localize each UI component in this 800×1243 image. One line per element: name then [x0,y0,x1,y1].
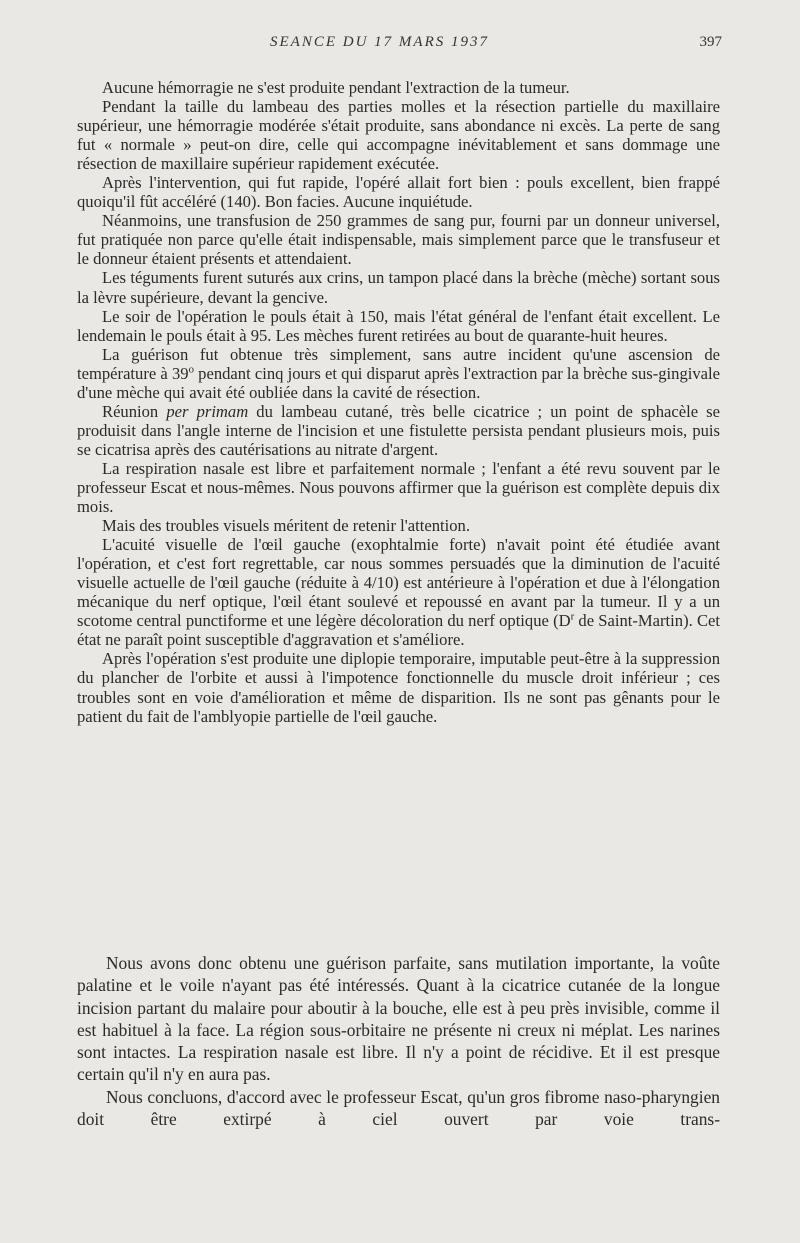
paragraph-sutures: Les téguments furent suturés aux crins, un tampon placé dans la brèche (mèche) sortant sous la lèvre supérieure, devant la gencive. [77,268,720,307]
paragraph-evening-pulse: Le soir de l'opération le pouls était à 150, mais l'état général de l'enfant était excellent. Le lendemain le pouls était à 95. Les mèches furent retirées au bout de quarante-huit heures. [77,306,720,345]
paragraph-after-intervention: Après l'intervention, qui fut rapide, l'opéré allait fort bien : pouls excellent, bien frappé quoiqu'il fût accéléré (140). Bon facies. Aucune inquiétude. [77,173,720,212]
paragraph-conclusion-result: Nous avons donc obtenu une guérison parfaite, sans mutilation importante, la voûte palatine et le voile n'ayant pas été intéressés. Quant à la cicatrice cutanée de la longue incision partant du malaire pour aboutir à la bouche, elle est à peu près invisible, comme il est habituel à la face. La région sous-orbitaire ne présente ni creux ni méplat. Les narines sont intactes. La respiration nasale est libre. Il n'y a point de récidive. Et il est presque certain qu'il n'y en aura pas. [77,953,720,1085]
reunion-text-end: du lambeau cutané, très belle cicatrice ; un point de sphacèle se produisit dans l'angle interne de l'incision et une fistulette persista pendant plusieurs mois, puis se cicatrisa après des cautérisations au nitrate d'argent. [77,401,720,459]
degree-mark: o [188,363,194,376]
healing-text-start: La guérison fut obtenue très simplement, sans autre incident qu'une ascension de température à 39 [77,344,720,383]
paragraph-diplopia: Après l'opération s'est produite une diplopie temporaire, imputable peut-être à la suppression du plancher de l'orbite et aussi à l'impotence fonctionnelle du muscle droit inférieur ; ces troubles sont en voie d'amélioration et même de disparition. Ils ne sont pas gênants pour le patient du fait de l'amblyopie partielle de l'œil gauche. [77,649,720,726]
paragraph-visual-acuity [77,535,720,649]
paragraph-nasal-breathing: La respiration nasale est libre et parfaitement normale ; l'enfant a été revu souvent par le professeur Escat et nous-mêmes. Nous pouvons affirmer que la guérison est complète depuis dix mois. [77,458,720,517]
paragraph-soft-tissue-flap: Pendant la taille du lambeau des parties molles et la résection partielle du maxillaire supérieur, une hémorragie modérée s'était produite, sans abondance ni excès. La perte de sang fut « normale » peut-on dire, celle qui accompagne inévitablement et sans dommage une résection de maxillaire supérieur rapidement exécutée. [77,97,720,174]
main-text-block [77,952,720,1130]
running-header [0,34,800,58]
latin-phrase: per primam [166,401,249,421]
paragraph-visual-troubles: Mais des troubles visuels méritent de retenir l'attention. [102,516,470,536]
paragraph-transfusion: Néanmoins, une transfusion de 250 grammes de sang pur, fourni par un donneur universel, fut pratiquée non parce qu'elle était indispensable, mais simplement parce que le transfuseur et le donneur étaient présents et attendaient. [77,211,720,269]
healing-text-end: pendant cinq jours et qui disparut après l'extraction par la brèche sus-gingivale d'une mèche qui avait été oubliée dans la cavité de résection. [77,363,720,402]
doctor-abbreviation-superscript: r [570,610,575,623]
reunion-text-start: Réunion [102,401,167,421]
acuity-text-end: de Saint-Martin). Cet état ne paraît point susceptible d'aggravation et s'améliore. [77,611,721,650]
paragraph-healing [77,345,720,402]
small-print-text-block [77,78,720,726]
running-title: SEANCE DU 17 MARS 1937 [270,34,489,50]
page-number: 397 [699,34,722,50]
paragraph-no-hemorrhage: Aucune hémorragie ne s'est produite pendant l'extraction de la tumeur. [102,78,570,97]
acuity-text-start: L'acuité visuelle de l'œil gauche (exophtalmie forte) n'avait point été étudiée avant l'opération, et c'est fort regrettable, car nous sommes persuadés que la diminution de l'acuité visuelle actuelle de l'œil gauche (réduite à 4/10) est antérieure à l'opération et due à l'élongation mécanique du nerf optique, l'œil étant soulevé et repoussé en avant par la tumeur. Il y a un scotome central punctiforme et une légère décoloration du nerf optique (D [77,535,720,631]
paragraph-reunion [77,402,720,459]
paragraph-conclusion-escat: Nous concluons, d'accord avec le professeur Escat, qu'un gros fibrome naso-pharyngien doit être extirpé à ciel ouvert par voie trans- [77,1086,720,1130]
